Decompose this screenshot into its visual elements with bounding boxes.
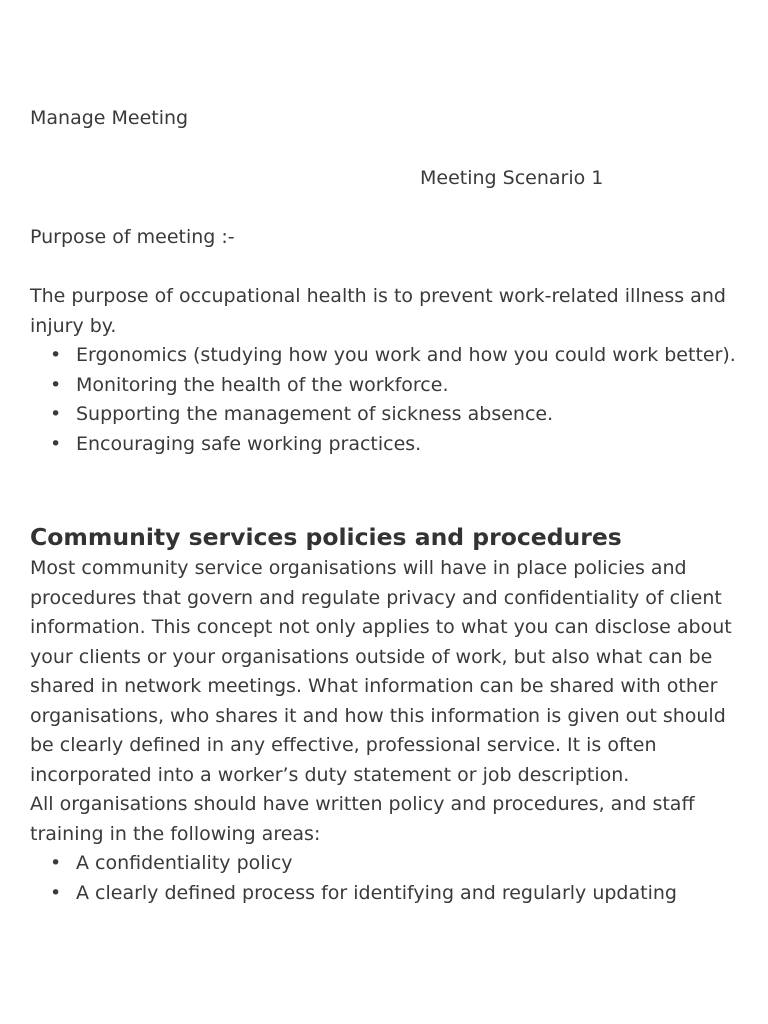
bullet-icon: • [50,852,62,874]
scenario-title: Meeting Scenario 1 [420,166,604,189]
list-item [30,430,742,460]
list-item [30,879,742,909]
bullet-icon: • [50,373,62,396]
purpose-intro: The purpose of occupational health is to prevent work-related illness and injury by. [30,285,726,337]
community-paragraph-1: Most community service organisations will have in place policies and procedures that govern and regulate privacy and confidentiality of client information. This concept not only applies to what you can disclose about your clients or your organisations outside of work, but also what can be shared in network meetings. What information can be shared with other organisations, who shares it and how this information is given out should be clearly defined in any effective, professional service. It is often incorporated into a worker’s duty statement or job description. [30,557,732,786]
list-item [30,371,742,401]
list-item [30,849,742,879]
list-item [30,400,742,430]
section-heading: Community services policies and procedures [30,523,622,551]
bullet-icon: • [50,432,62,455]
community-paragraph-2: All organisations should have written policy and procedures, and staff training in the following areas: [30,793,695,845]
list-item [30,341,742,371]
list-item-text: A confidentiality policy [76,852,293,874]
bullet-icon: • [50,344,62,366]
list-item-text: Supporting the management of sickness absence. [76,403,554,425]
list-item-text: A clearly defined process for identifying and regularly updating [76,881,677,904]
bullet-icon: • [50,403,62,425]
list-item-text: Ergonomics (studying how you work and how you could work better). [76,344,736,366]
list-item-text: Monitoring the health of the workforce. [76,373,449,396]
document-page [30,104,742,908]
document-title: Manage Meeting [30,107,189,129]
purpose-label: Purpose of meeting :- [30,225,235,248]
purpose-list [30,341,742,459]
community-list [30,849,742,908]
bullet-icon: • [50,881,62,904]
list-item-text: Encouraging safe working practices. [76,432,422,455]
